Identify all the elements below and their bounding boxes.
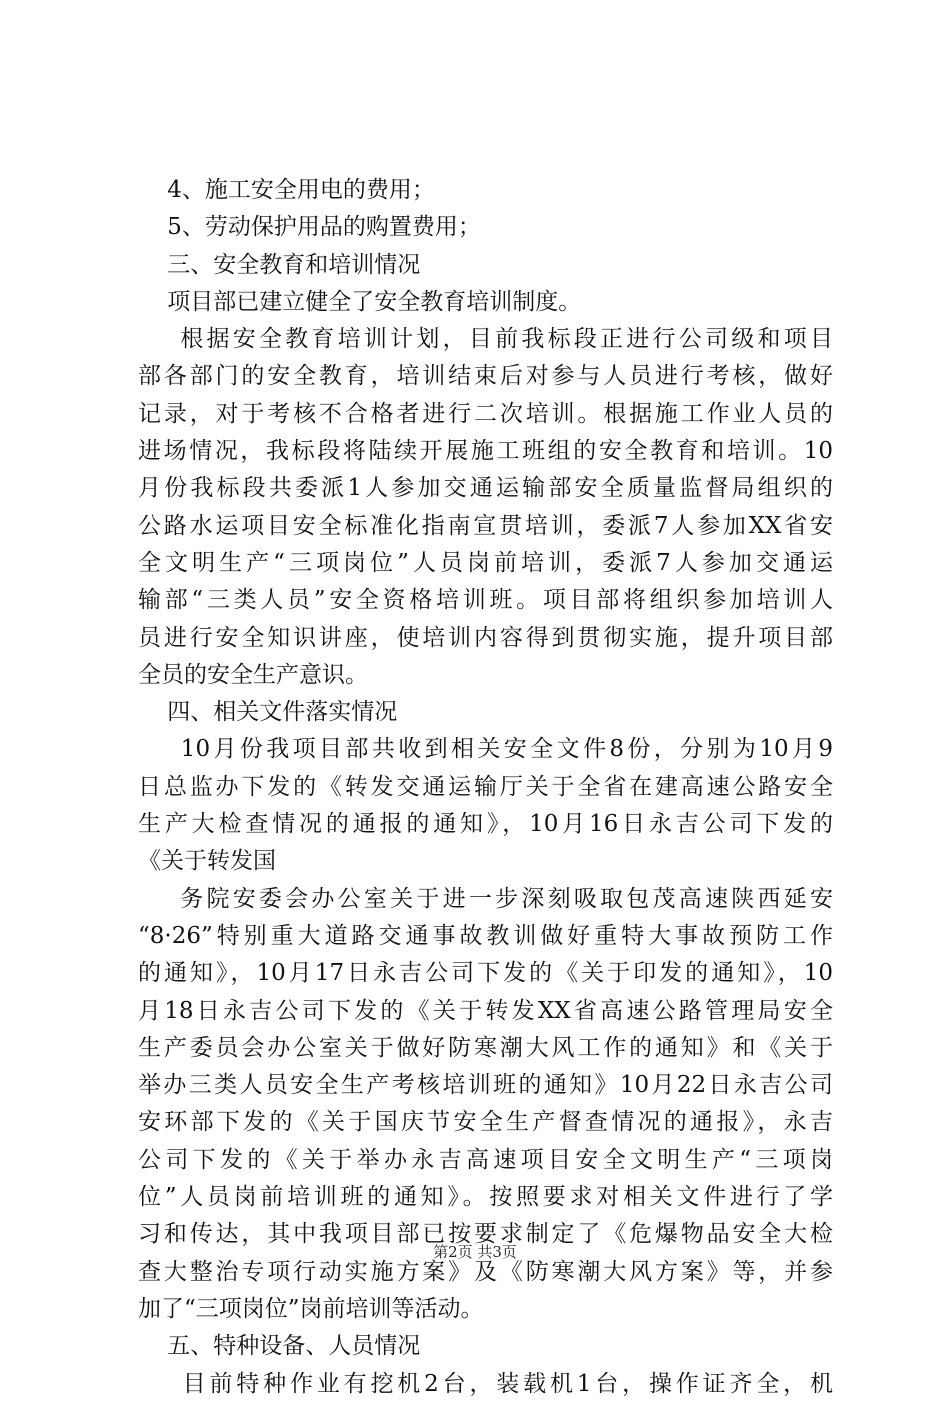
text-line: 三、安全教育和培训情况	[138, 251, 421, 278]
text-line: 部各部门的安全教育，培训结束后对参与人员进行考核，做好	[138, 363, 833, 390]
text-line: 生产大检查情况的通报的通知》，10月16日永吉公司下发的	[138, 811, 833, 838]
text-line: 的通知》，10月17日永吉公司下发的《关于印发的通知》，10	[138, 960, 833, 987]
text-line: 5、劳动保护用品的购置费用；	[138, 214, 481, 241]
text-line: 日总监办下发的《转发交通运输厅关于全省在建高速公路安全	[138, 773, 833, 800]
text-line: 加了“三项岗位”岗前培训等活动。	[138, 1295, 484, 1322]
document-body	[138, 172, 833, 1403]
text-line: 习和传达，其中我项目部已按要求制定了《危爆物品安全大检	[138, 1221, 833, 1248]
text-line: 进场情况，我标段将陆续开展施工班组的安全教育和培训。10	[138, 438, 833, 465]
text-line: 生产委员会办公室关于做好防寒潮大风工作的通知》和《关于	[138, 1034, 833, 1061]
text-line: 位”人员岗前培训班的通知》。按照要求对相关文件进行了学	[138, 1184, 833, 1211]
text-line: 目前特种作业有挖机2台，装载机1台，操作证齐全，机	[138, 1370, 833, 1397]
text-line: 4、施工安全用电的费用；	[138, 177, 435, 203]
text-line: 查大整治专项行动实施方案》及《防寒潮大风方案》等，并参	[138, 1258, 833, 1285]
text-line: 输部“三类人员”安全资格培训班。项目部将组织参加培训人	[138, 587, 833, 614]
text-line: 务院安委会办公室关于进一步深刻吸取包茂高速陕西延安	[138, 885, 833, 912]
text-line: 四、相关文件落实情况	[138, 699, 398, 726]
text-line: 公路水运项目安全标准化指南宣贯培训，委派7人参加XX省安	[138, 512, 833, 539]
text-line: 五、特种设备、人员情况	[138, 1333, 421, 1360]
text-line: 月份我标段共委派1人参加交通运输部安全质量监督局组织的	[138, 475, 833, 502]
text-line: 安环部下发的《关于国庆节安全生产督查情况的通报》，永吉	[138, 1109, 833, 1136]
text-line: 员进行安全知识讲座，使培训内容得到贯彻实施，提升项目部	[138, 624, 833, 651]
page-footer: 第2页 共3页	[433, 1243, 517, 1261]
text-line: 《关于转发国	[138, 848, 276, 875]
text-line: 根据安全教育培训计划，目前我标段正进行公司级和项目	[138, 326, 833, 353]
text-line: 项目部已建立健全了安全教育培训制度。	[138, 288, 582, 315]
text-line: 举办三类人员安全生产考核培训班的通知》10月22日永吉公司	[138, 1072, 833, 1099]
text-line: 公司下发的《关于举办永吉高速项目安全文明生产“三项岗	[138, 1146, 833, 1173]
text-line: 全文明生产“三项岗位”人员岗前培训，委派7人参加交通运	[138, 549, 833, 576]
text-line: 月18日永吉公司下发的《关于转发XX省高速公路管理局安全	[138, 997, 833, 1024]
text-line: 记录，对于考核不合格者进行二次培训。根据施工作业人员的	[138, 400, 833, 427]
text-line: “8·26”特别重大道路交通事故教训做好重特大事故预防工作	[138, 922, 833, 949]
text-line: 全员的安全生产意识。	[138, 661, 368, 688]
text-line: 10月份我项目部共收到相关安全文件8份，分别为10月9	[138, 736, 833, 763]
